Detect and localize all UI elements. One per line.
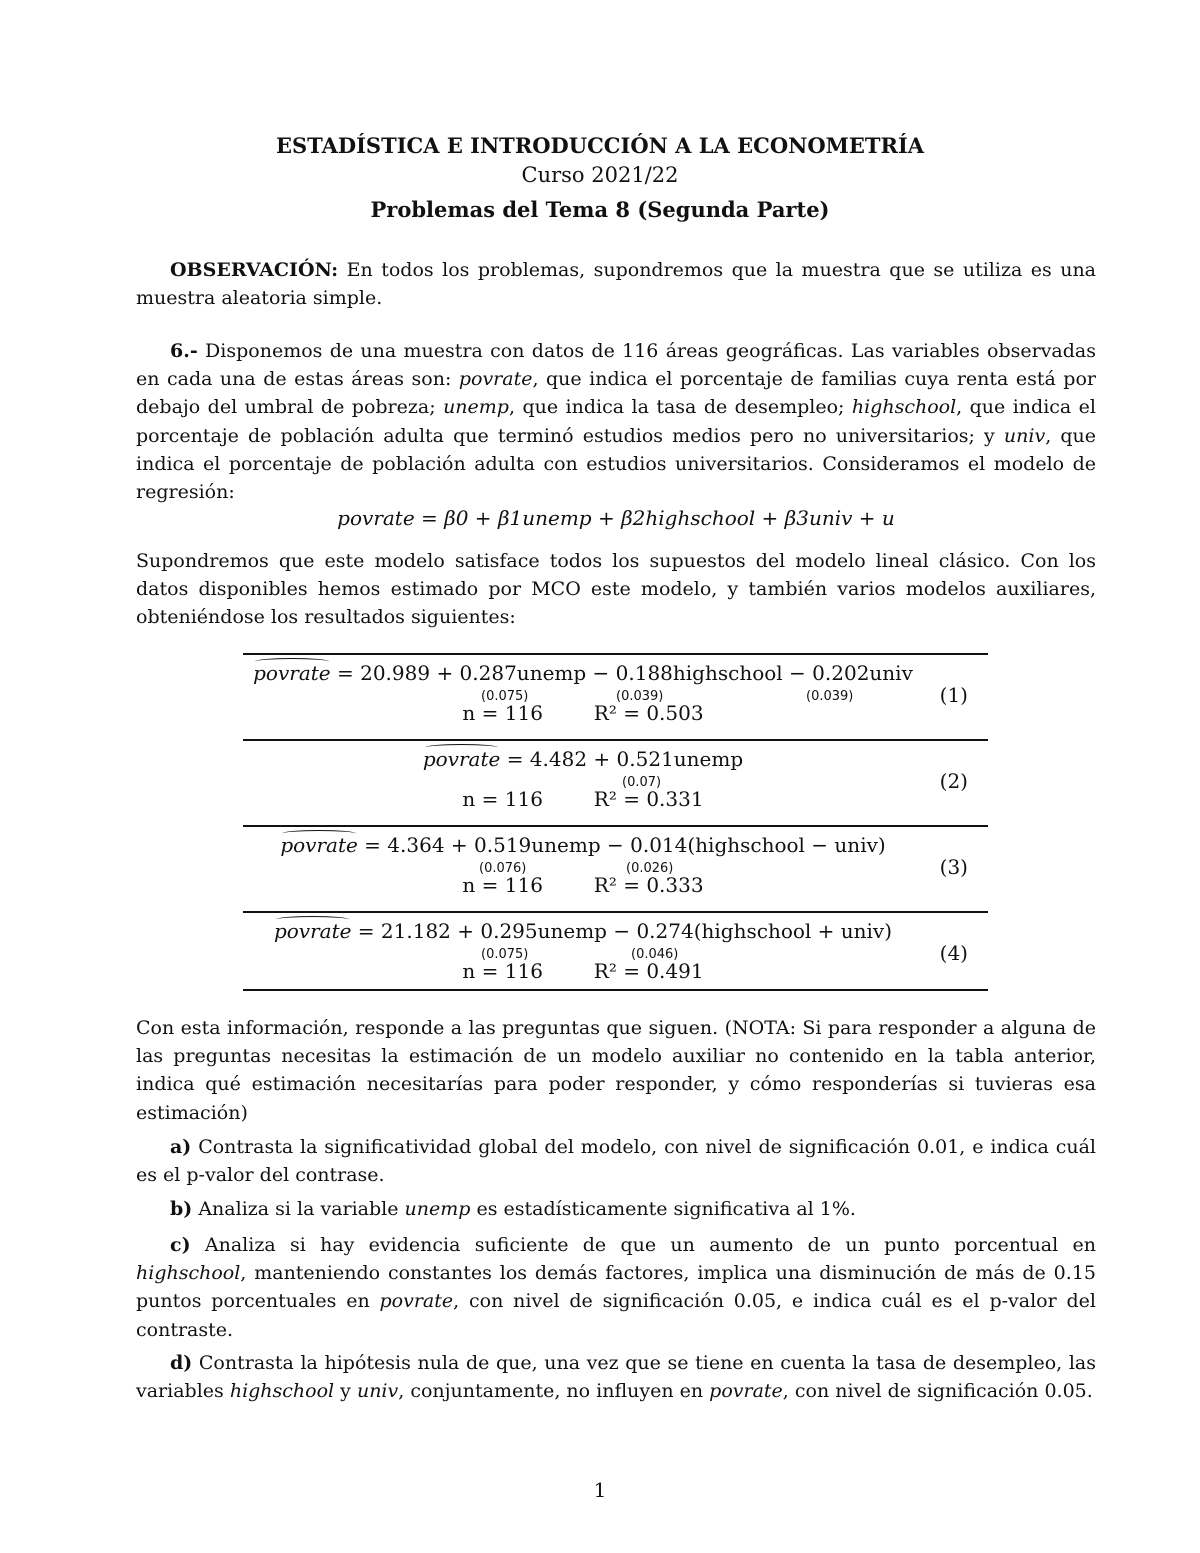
question-c: c) Analiza si hay evidencia suficiente de que un aumento de un punto porcentual en highschool, manteniendo constantes los demás factores, implica una disminución de más de 0.15 puntos porcentuales en povrate, con nivel de significación 0.05, e indica cuál es el p-valor del contraste.	[136, 1234, 1096, 1341]
observation-text: En todos los problemas, supondremos que la muestra que se utiliza es una muestra aleatoria simple.	[136, 259, 1097, 310]
problem-number: 6.-	[170, 340, 198, 362]
model-1-n: n = 116	[462, 701, 543, 725]
fitted-povrate: povrate	[253, 661, 331, 685]
model-3-se-unemp: (0.076)	[479, 861, 527, 876]
model-2-se-unemp: (0.07)	[622, 775, 662, 790]
fitted-povrate: povrate	[280, 833, 358, 857]
table-rule-bottom	[243, 989, 988, 991]
model-3-label: (3)	[939, 855, 968, 879]
note-paragraph: Con esta información, responde a las preguntas que siguen. (NOTA: Si para responder a alguna de las preguntas necesitas la estimación de un modelo auxiliar no contenido en la tabla anterior, indica qué estimación necesitarías para poder responder, y cómo responderías si tuvieras esa estimación)	[136, 1017, 1096, 1124]
model-3-equation: = 4.364 + 0.519unemp − 0.014(highschool − univ)	[364, 833, 886, 857]
question-b: b) Analiza si la variable unemp es estadísticamente significativa al 1%.	[170, 1198, 856, 1220]
model-3-se-hs-univ: (0.026)	[626, 861, 674, 876]
var-highschool: highschool	[851, 396, 957, 419]
question-d: d) Contrasta la hipótesis nula de que, una vez que se tiene en cuenta la tasa de desempleo, las variables highschool y univ, conjuntamente, no influyen en povrate, con nivel de significación 0.05.	[136, 1352, 1096, 1403]
model-4-r2: R² = 0.491	[593, 959, 704, 983]
model-1-se-unemp: (0.075)	[481, 689, 529, 704]
model-4-n: n = 116	[462, 959, 543, 983]
model-1	[243, 655, 988, 741]
regression-equation: povrate = β0 + β1unemp + β2highschool + β3univ + u	[337, 506, 895, 530]
problem-intro: 6.- Disponemos de una muestra con datos de 116 áreas geográficas. Las variables observadas en cada una de estas áreas son: povrate, que indica el porcentaje de familias cuya renta está por debajo del umbral de pobreza; unemp, que indica la tasa de desempleo; highschool, que indica el porcentaje de población adulta que terminó estudios medios pero no universitarios; y univ, que indica el porcentaje de población adulta con estudios universitarios. Consideramos el modelo de regresión:	[136, 340, 1097, 504]
document-title: ESTADÍSTICA E INTRODUCCIÓN A LA ECONOMETRÍA	[275, 133, 925, 158]
model-4	[243, 913, 988, 999]
model-2	[243, 741, 988, 827]
observation-paragraph	[136, 256, 1096, 312]
model-4-label: (4)	[939, 941, 968, 965]
question-c-label: c)	[170, 1234, 191, 1256]
course-label: Curso 2021/22	[521, 163, 679, 187]
var-unemp: unemp	[443, 396, 509, 419]
model-3-n: n = 116	[462, 873, 543, 897]
model-4-equation: = 21.182 + 0.295unemp − 0.274(highschool + univ)	[357, 919, 893, 943]
question-d-label: d)	[170, 1352, 193, 1374]
section-subtitle: Problemas del Tema 8 (Segunda Parte)	[370, 197, 830, 222]
page-number: 1	[593, 1478, 607, 1502]
model-3-r2: R² = 0.333	[593, 873, 704, 897]
question-b-label: b)	[170, 1198, 193, 1220]
model-1-se-univ: (0.039)	[806, 689, 854, 704]
fitted-povrate: povrate	[273, 919, 352, 943]
var-povrate: povrate	[458, 368, 533, 391]
model-4-se-unemp: (0.075)	[481, 947, 529, 962]
model-3	[243, 827, 988, 913]
observation-label: OBSERVACIÓN:	[170, 259, 339, 281]
model-1-r2: R² = 0.503	[593, 701, 704, 725]
model-1-se-highschool: (0.039)	[616, 689, 664, 704]
model-2-equation: = 4.482 + 0.521unemp	[506, 747, 744, 771]
model-2-n: n = 116	[462, 787, 543, 811]
question-a: a) Contrasta la significatividad global del modelo, con nivel de significación 0.01, e indica cuál es el p-valor del contrase.	[136, 1136, 1096, 1187]
assumptions-paragraph: Supondremos que este modelo satisface todos los supuestos del modelo lineal clásico. Con los datos disponibles hemos estimado por MCO este modelo, y también varios modelos auxiliares, obteniéndose los resultados siguientes:	[136, 550, 1096, 629]
model-1-equation: = 20.989 + 0.287unemp − 0.188highschool − 0.202univ	[336, 661, 913, 685]
fitted-povrate: povrate	[422, 747, 501, 771]
question-a-label: a)	[170, 1136, 192, 1158]
model-1-label: (1)	[939, 683, 968, 707]
model-2-label: (2)	[939, 769, 968, 793]
model-2-r2: R² = 0.331	[593, 787, 704, 811]
var-univ: univ	[1003, 424, 1046, 447]
model-4-se-hs-univ: (0.046)	[631, 947, 679, 962]
